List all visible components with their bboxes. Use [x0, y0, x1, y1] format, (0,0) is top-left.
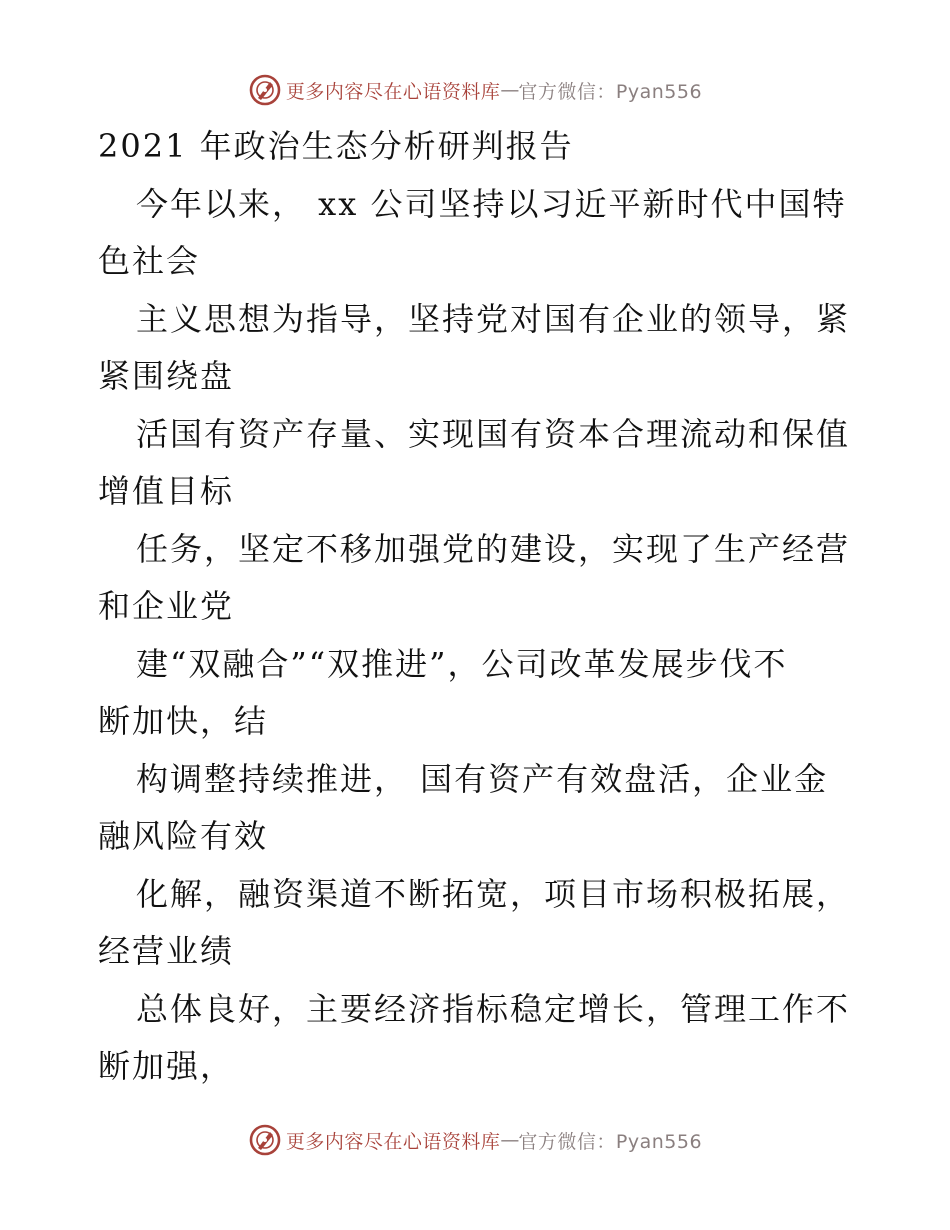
header-promo-separator: —: [500, 79, 519, 101]
footer-promo-text: 更多内容尽在心语资料库: [285, 1130, 501, 1153]
paragraph-line: 断加强，: [98, 1047, 235, 1085]
paragraph-line: 断加快，结: [98, 702, 269, 740]
pen-nib-logo-icon: [248, 1123, 282, 1157]
paragraph-line: 经营业绩: [98, 932, 235, 970]
header-watermark-banner: [0, 70, 950, 110]
pen-nib-logo-icon: [248, 73, 282, 107]
header-promo-text: 更多内容尽在心语资料库: [285, 80, 501, 103]
paragraph-line: 和企业党: [98, 587, 235, 625]
paragraph-line: 主义思想为指导，坚持党对国有企业的领导，紧: [136, 299, 851, 338]
footer-wechat-text: 官方微信：Pyan556: [518, 1130, 703, 1153]
paragraph-line: 活国有资产存量、实现国有资本合理流动和保值: [136, 414, 851, 453]
document-title: 2021 年政治生态分析研判报告: [98, 127, 574, 165]
paragraph-line: 今年以来， xx 公司坚持以习近平新时代中国特: [136, 184, 847, 223]
paragraph-line: 总体良好，主要经济指标稳定增长，管理工作不: [136, 989, 851, 1028]
paragraph-line: 紧围绕盘: [98, 357, 235, 395]
paragraph-line: 构调整持续推进， 国有资产有效盘活，企业金: [136, 759, 829, 798]
footer-watermark-banner: [0, 1120, 950, 1160]
paragraph-line: 增值目标: [98, 472, 235, 510]
paragraph-line: 化解，融资渠道不断拓宽，项目市场积极拓展，: [136, 874, 851, 913]
header-wechat-text: 官方微信：Pyan556: [518, 80, 703, 103]
paragraph-line: 建“双融合”“双推进”，公司改革发展步伐不: [136, 644, 788, 683]
footer-promo-separator: —: [500, 1129, 519, 1151]
paragraph-line: 融风险有效: [98, 817, 269, 855]
document-body: [98, 118, 858, 1096]
paragraph-line: 任务，坚定不移加强党的建设，实现了生产经营: [136, 529, 851, 568]
paragraph-line: 色社会: [98, 242, 201, 280]
